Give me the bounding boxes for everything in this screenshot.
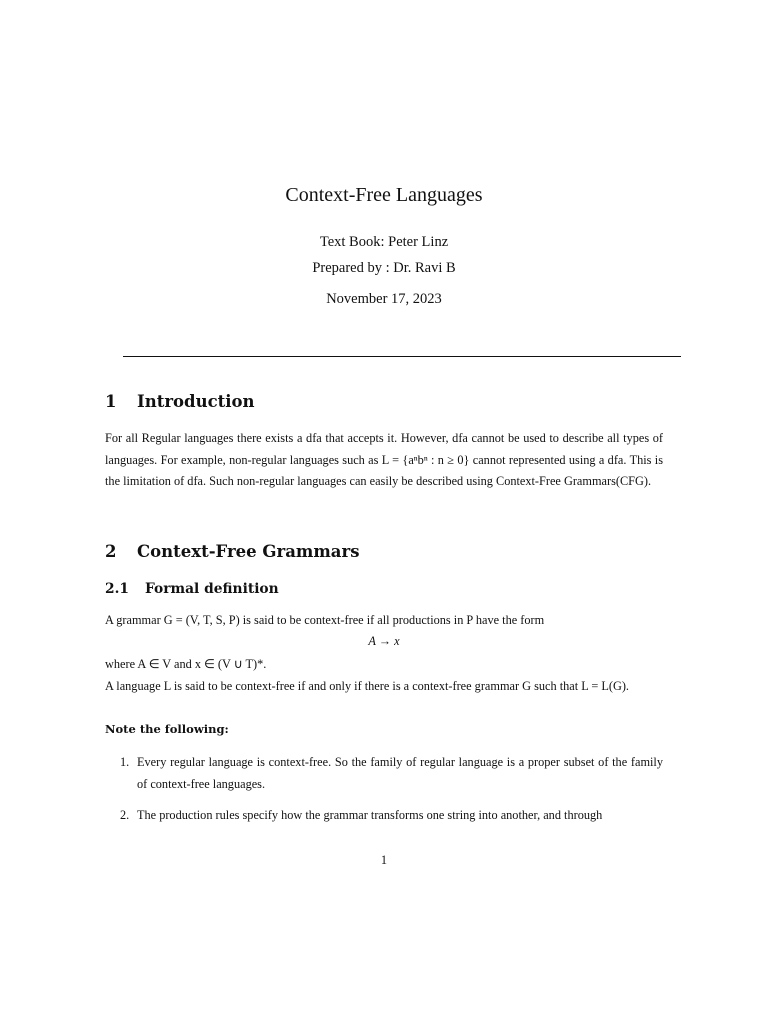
introduction-text: For all Regular languages there exists a dfa that accepts it. However, dfa cannot be used to describe all types of languages. For example, non-regular languages such as L = {aⁿbⁿ : n ≥ 0} cannot represented using a dfa. This is the limitation of dfa. Such non-regular languages can easily be described using Context-Free Grammars(CFG). (105, 431, 663, 489)
definition-continuation (105, 654, 663, 697)
subsection-heading-formal-definition (105, 581, 279, 597)
production-equation: A → x (368, 634, 400, 648)
title-divider (123, 356, 681, 357)
list-item (105, 752, 663, 795)
section-heading-cfg (105, 542, 359, 561)
list-item-number: 2. (120, 808, 130, 822)
section-title: Introduction (137, 392, 255, 411)
subsection-title: Formal definition (145, 581, 279, 597)
list-item (105, 805, 663, 827)
definition-line (105, 610, 663, 632)
subsection-number: 2.1 (105, 581, 130, 597)
textbook-line: Text Book: Peter Linz (319, 234, 449, 250)
where-clause: where A ∈ V and x ∈ (V ∪ T)*. (105, 657, 267, 671)
note-heading: Note the following: (105, 722, 229, 736)
introduction-paragraph (105, 428, 663, 493)
list-item-text: Every regular language is context-free. So the family of regular language is a proper subset of the family of context-free languages. (137, 755, 663, 791)
definition-text: A grammar G = (V, T, S, P) is said to be context-free if all productions in P have the form (105, 613, 545, 627)
language-definition: A language L is said to be context-free if and only if there is a context-free grammar G such that L = L(G). (105, 678, 630, 693)
prepared-by-line: Prepared by : Dr. Ravi B (312, 260, 456, 276)
page-number: 1 (380, 853, 388, 867)
list-item-text: The production rules specify how the grammar transforms one string into another, and through (137, 808, 603, 822)
section-heading-introduction (105, 392, 255, 411)
document-date: November 17, 2023 (326, 291, 442, 307)
document-title: Context-Free Languages (285, 184, 483, 206)
section-title: Context-Free Grammars (137, 542, 360, 561)
section-number: 2 (105, 542, 117, 561)
section-number: 1 (105, 392, 117, 411)
list-item-number: 1. (120, 755, 130, 769)
